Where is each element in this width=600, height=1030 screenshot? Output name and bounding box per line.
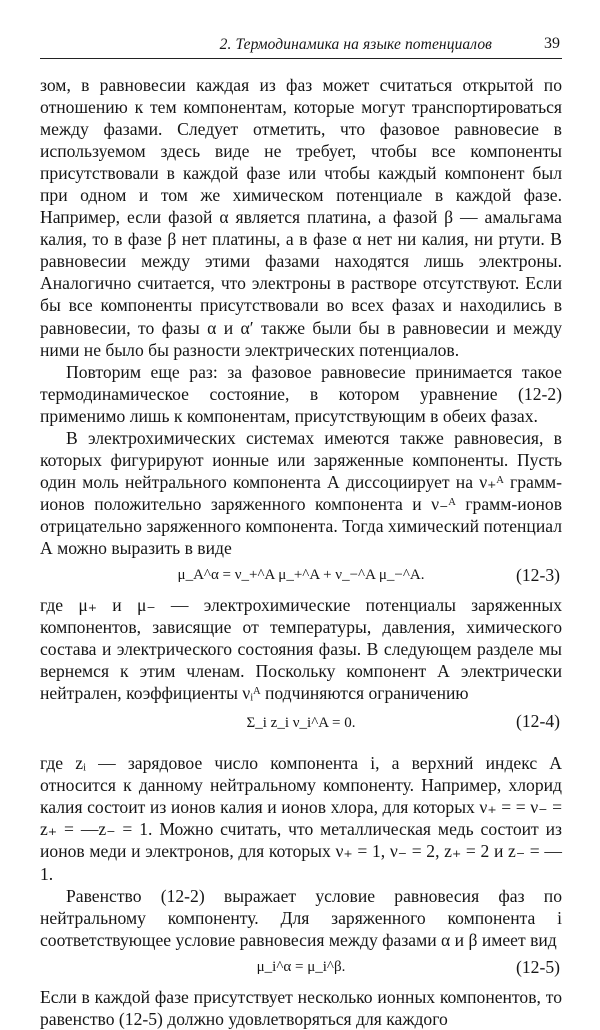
paragraph-3: В электрохимических системах имеются также равновесия, в которых фигурируют ионные или заряженные компоненты. Пусть один моль нейтрального компонента А диссоциирует на ν₊ᴬ грамм-ионов положительно заряженного компонента и ν₋ᴬ грамм-ионов отрицательно заряженного компонента. Тогда химический потенциал А можно выразить в виде [40,427,562,558]
paragraph-2: Повторим еще раз: за фазовое равновесие принимается такое термодинамическое состояние, в котором уравнение (12-2) применимо лишь к компонентам, присутствующим в обеих фазах. [40,361,562,426]
running-head: 2. Термодинамика на языке потенциалов [219,36,492,53]
page-header [40,30,562,59]
equation-12-5-number: (12-5) [516,956,560,977]
equation-12-3 [40,562,562,590]
equation-12-5 [40,954,562,982]
equation-12-4 [40,706,562,746]
paragraph-7: Если в каждой фазе присутствует несколько ионных компонентов, то равенство (12-5) должно удовлетворяться для каждого [40,986,562,1029]
equation-12-5-body: μ_i^α = μ_i^β. [256,958,346,975]
page-number: 39 [544,35,560,52]
equation-12-3-body: μ_A^α = ν_+^A μ_+^A + ν_−^A μ_−^A. [177,567,425,584]
paragraph-4: где μ₊ и μ₋ — электрохимические потенциалы заряженных компонентов, зависящие от температуры, давления, химического состава и электрического состояния фазы. В следующем разделе мы вернемся к этим членам. Поскольку компонент А электрически нейтрален, коэффициенты νᵢᴬ подчиняются ограничению [40,595,562,704]
equation-12-4-body: Σ_i z_i ν_i^A = 0. [246,715,356,732]
paragraph-5: где zᵢ — зарядовое число компонента i, а верхний индекс А относится к данному нейтральному компоненту. Например, хлорид калия состоит из ионов калия и ионов хлора, для которых ν₊ = = ν₋ = z₊ = —z₋ = 1. Можно считать, что металлическая медь состоит из ионов меди и электронов, для которых ν₊ = 1, ν₋ = 2, z₊ = 2 и z₋ = —1. [40,753,562,884]
equation-12-4-number: (12-4) [516,711,560,732]
paragraph-1: зом, в равновесии каждая из фаз может считаться открытой по отношению к тем компонентам, которые могут транспортироваться между фазами. Следует отметить, что фазовое равновесие в используемом здесь виде не требует, чтобы все компоненты присутствовали в каждой фазе или чтобы каждый компонент был при одном и том же химическом потенциале в каждой фазе. Например, если фазой α является платина, а фазой β — амальгама калия, то в фазе β нет платины, а в фазе α нет ни калия, ни ртути. В равновесии между этими фазами находятся лишь электроны. Аналогично считается, что электроны в растворе отсутствуют. Если бы все компоненты присутствовали во всех фазах и находились в равновесии, то фазы α и α′ также были бы в равновесии и между ними не было бы разности электрических потенциалов. [40,75,562,360]
paragraph-6: Равенство (12-2) выражает условие равновесия фаз по нейтральному компоненту. Для заряженного компонента i соответствующее условие равновесия между фазами α и β имеет вид [40,885,562,950]
equation-12-3-number: (12-3) [516,565,560,586]
page-body [40,74,562,1030]
